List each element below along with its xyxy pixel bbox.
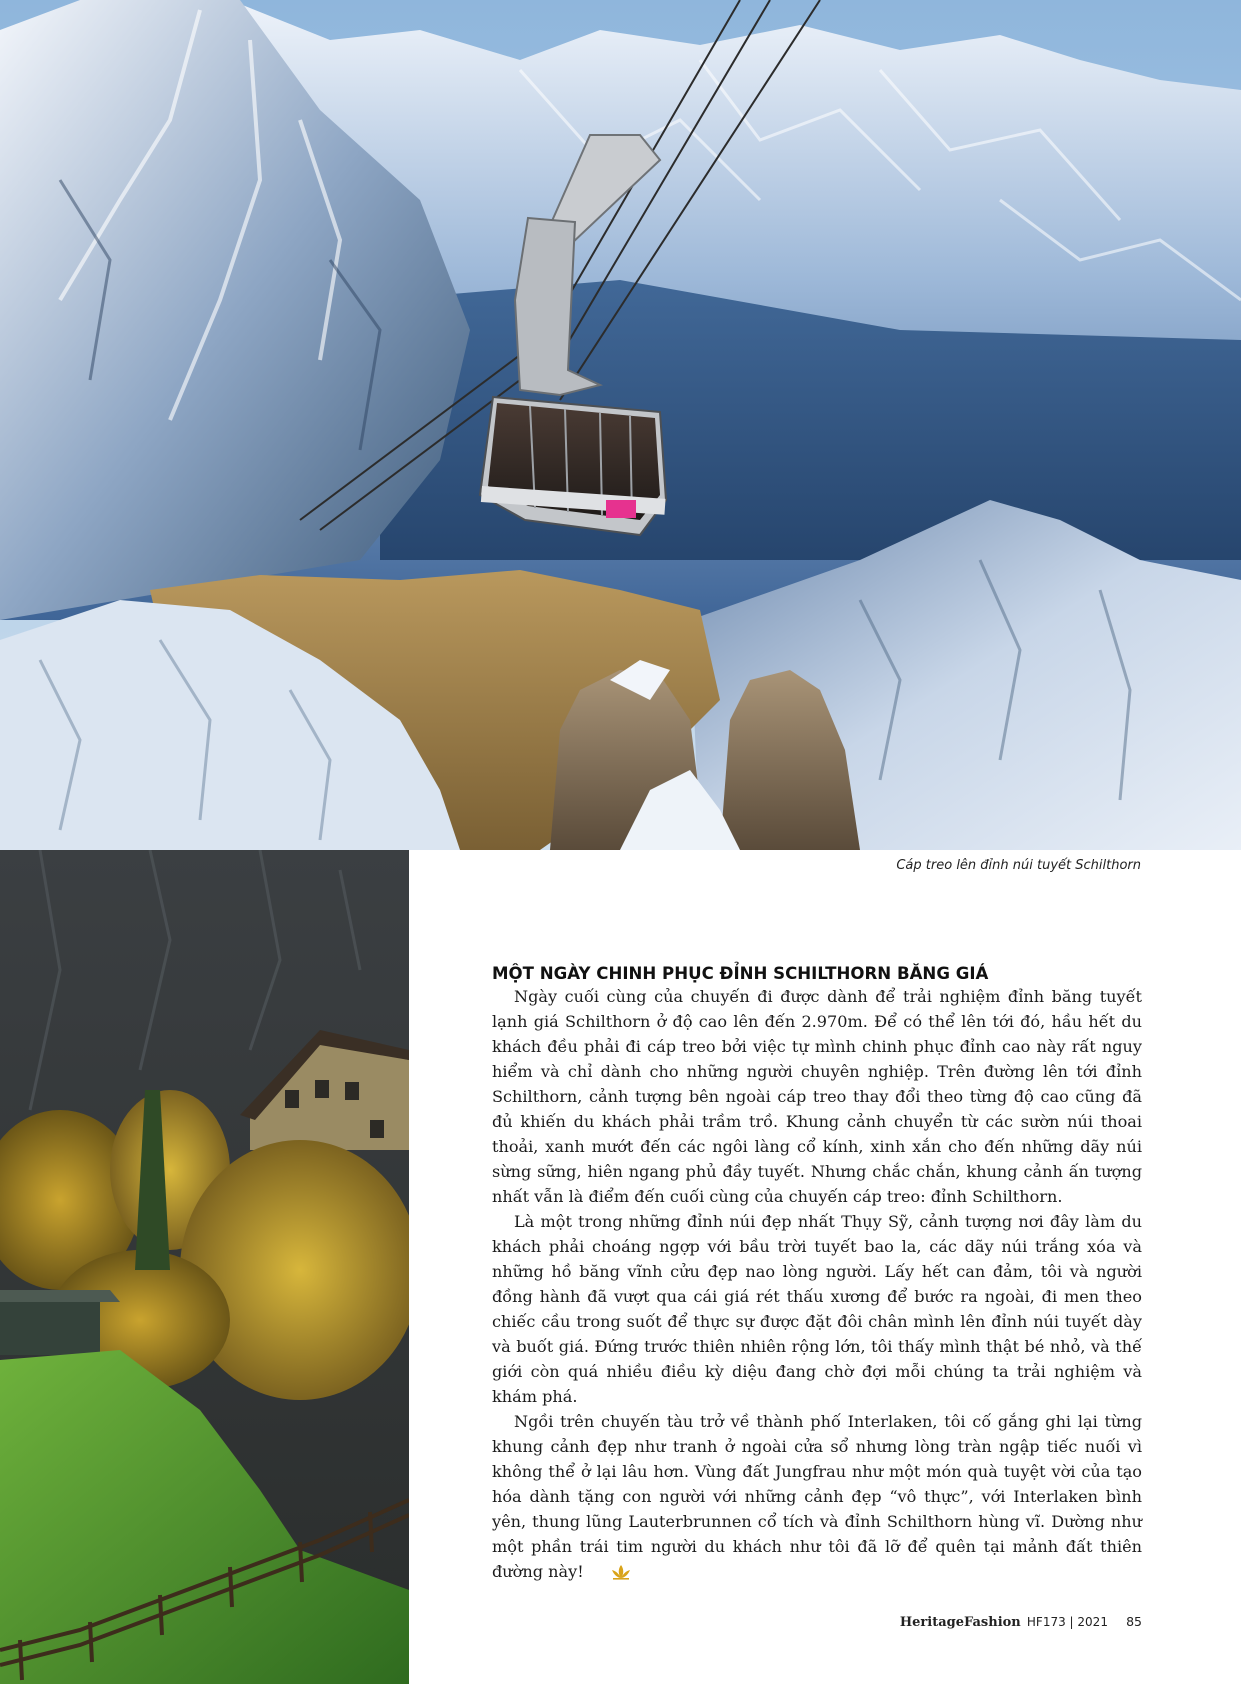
article-paragraph-2: Là một trong những đỉnh núi đẹp nhất Thụy Sỹ, cảnh tượng nơi đây làm du khách phải choáng ngợp với bầu trời tuyết bao la, các dãy núi trắng xóa và những hồ băng vĩnh cửu đẹp nao lòng người. Lấy hết can đảm, tôi và người đồng hành đã vượt qua cái giá rét thấu xương để bước ra ngoài, đi men theo chiếc cầu trong suốt để thực sự được đặt đôi chân mình lên đỉnh núi tuyết dày và buốt giá. Đứng trước thiên nhiên rộng lớn, tôi thấy mình thật bé nhỏ, và thế giới còn quá nhiều điều kỳ diệu đang chờ đợi mỗi chúng ta trải nghiệm và khám phá. [492,1212,1142,1406]
article-paragraph-3-text: Ngồi trên chuyến tàu trở về thành phố Interlaken, tôi cố gắng ghi lại từng khung cảnh đẹp như tranh ở ngoài cửa sổ nhưng lòng tràn ngập tiếc nuối vì không thể ở lại lâu hơn. Vùng đất Jungfrau như một món quà tuyệt vời của tạo hóa dành tặng con người với những cảnh đẹp “vô thực”, với Interlaken bình yên, thung lũng Lauterbrunnen cổ tích và đỉnh Schilthorn hùng vĩ. Dường như một phần trái tim người du khách như tôi đã lỡ để quên tại mảnh đất thiên đường này! [492,1412,1142,1581]
cabin-pink-panel [606,500,636,518]
article-paragraph-3 [492,1409,1142,1587]
lotus-icon [588,1562,632,1587]
issue-number: HF173 | 2021 [1026,1615,1108,1629]
magazine-brand: HeritageFashion [899,1615,1021,1630]
article-body [492,964,1142,1587]
page-footer [900,1614,1142,1630]
photo-caption: Cáp treo lên đỉnh núi tuyết Schilthorn [896,858,1141,873]
page-number: 85 [1126,1614,1142,1629]
article-heading: MỘT NGÀY CHINH PHỤC ĐỈNH SCHILTHORN BĂNG GIÁ [492,964,989,983]
article-paragraph-1: Ngày cuối cùng của chuyến đi được dành để trải nghiệm đỉnh băng tuyết lạnh giá Schilthorn ở độ cao lên đến 2.970m. Để có thể lên tới đó, hầu hết du khách đều phải đi cáp treo bởi việc tự mình chinh phục đỉnh cao này rất nguy hiểm và chỉ dành cho những người chuyên nghiệp. Trên đường lên tới đỉnh Schilthorn, cảnh tượng bên ngoài cáp treo thay đổi theo từng độ cao cũng đã đủ khiến du khách phải trầm trồ. Khung cảnh chuyển từ các sườn núi thoai thoải, xanh mướt đến các ngôi làng cổ kính, xinh xắn cho đến những dãy núi sừng sững, hiên ngang phủ đầy tuyết. Nhưng chắc chắn, khung cảnh ấn tượng nhất vẫn là điểm đến cuối cùng của chuyến cáp treo: đỉnh Schilthorn. [492,987,1142,1206]
valley-chalet-photo [0,850,409,1684]
